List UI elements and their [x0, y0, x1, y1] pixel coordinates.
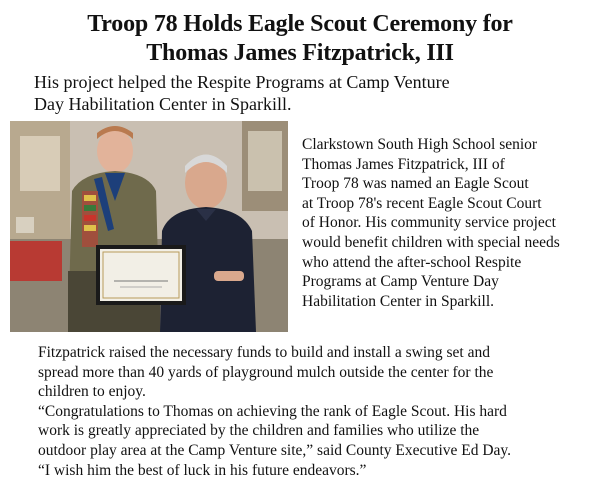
body-paragraph: [38, 343, 598, 480]
side-paragraph-line: Habilitation Center in Sparkill.: [302, 292, 494, 310]
body-paragraph-line: spread more than 40 yards of playground mulch outside the center for the: [38, 363, 494, 381]
photo-illustration: [10, 121, 288, 332]
body-paragraph-line: Fitzpatrick raised the necessary funds to build and install a swing set and: [38, 344, 490, 361]
body-paragraph-line: work is greatly appreciated by the children and families who utilize the: [38, 422, 480, 440]
side-paragraph: [302, 135, 592, 311]
subheadline-line-1: His project helped the Respite Programs at Camp Venture: [34, 72, 450, 92]
side-paragraph-line: at Troop 78's recent Eagle Scout Court: [302, 194, 542, 212]
side-paragraph-line: would benefit children with special needs: [302, 233, 560, 251]
ceremony-photo: [10, 121, 288, 332]
headline-line-2: Thomas James Fitzpatrick, III: [146, 40, 454, 66]
side-paragraph-line: who attend the after-school Respite: [302, 253, 522, 271]
body-paragraph-line: outdoor play area at the Camp Venture site,” said County Executive Ed Day.: [38, 441, 512, 459]
side-paragraph-line: of Honor. His community service project: [302, 214, 556, 232]
side-paragraph-line: Programs at Camp Venture Day: [302, 273, 499, 291]
side-paragraph-line: Troop 78 was named an Eagle Scout: [302, 175, 529, 193]
headline: [0, 10, 600, 68]
subheadline-line-2: Day Habilitation Center in Sparkill.: [34, 94, 292, 114]
headline-line-1: Troop 78 Holds Eagle Scout Ceremony for: [87, 11, 513, 37]
side-paragraph-line: Thomas James Fitzpatrick, III of: [302, 155, 505, 173]
side-paragraph-line: Clarkstown South High School senior: [302, 136, 538, 153]
body-paragraph-line: children to enjoy.: [38, 383, 146, 401]
body-paragraph-line: “Congratulations to Thomas on achieving the rank of Eagle Scout. His hard: [38, 402, 507, 420]
body-paragraph-line: “I wish him the best of luck in his future endeavors.”: [38, 461, 367, 479]
subheadline: [34, 71, 574, 115]
